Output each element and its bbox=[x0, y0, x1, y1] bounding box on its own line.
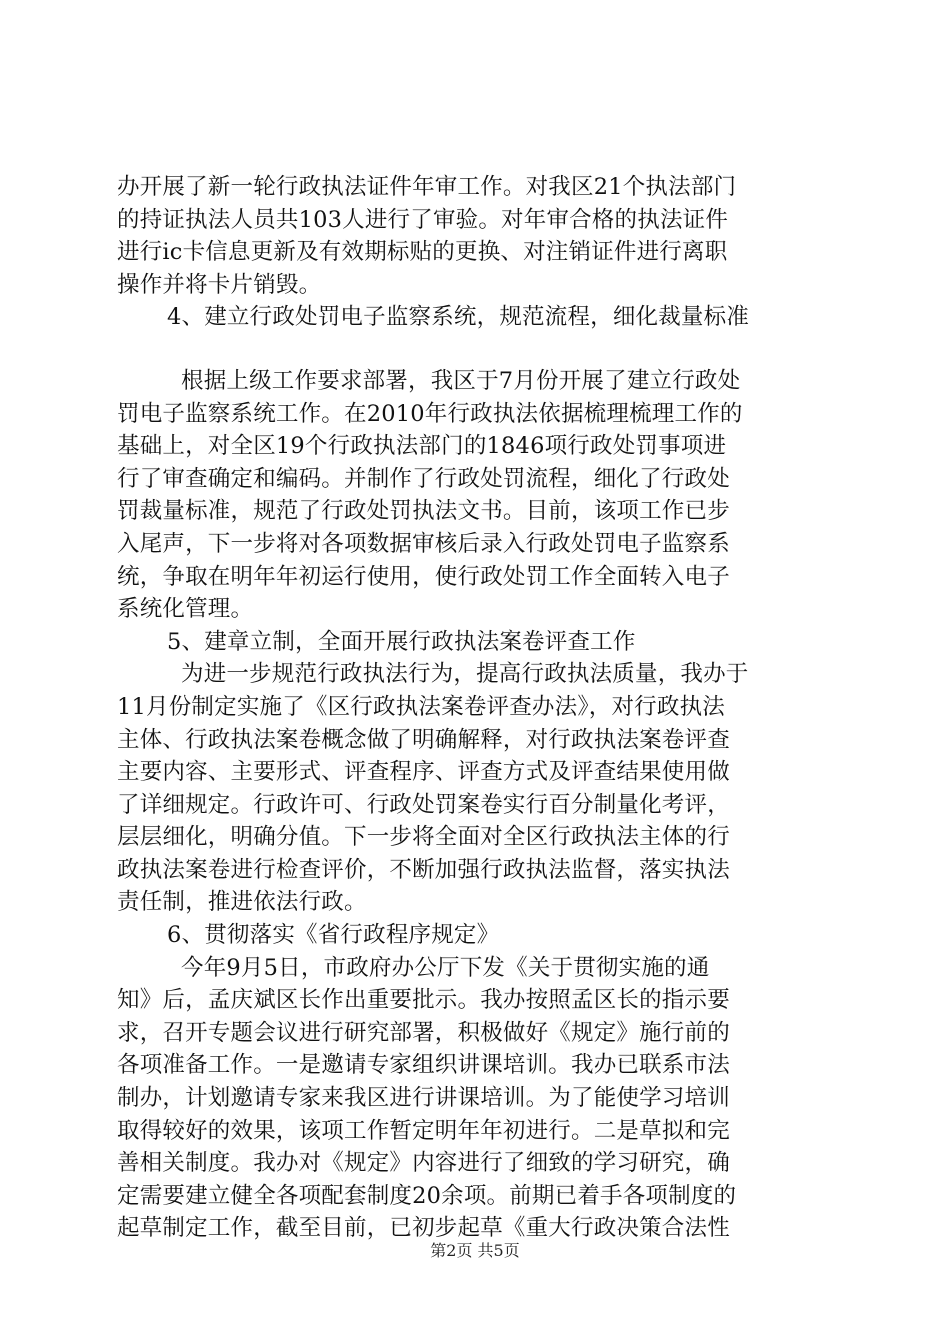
section-heading-5: 5、建章立制，全面开展行政执法案卷评查工作 bbox=[167, 628, 636, 655]
paragraph-line: 根据上级工作要求部署，我区于7月份开展了建立行政处 bbox=[181, 367, 741, 394]
paragraph-line: 责任制，推进依法行政。 bbox=[117, 889, 367, 916]
paragraph-line: 层层细化，明确分值。下一步将全面对全区行政执法主体的行 bbox=[117, 824, 730, 851]
blank-line bbox=[117, 334, 833, 365]
paragraph-line: 定需要建立健全各项配套制度20余项。前期已着手各项制度的 bbox=[117, 1182, 737, 1209]
paragraph-line: 操作并将卡片销毁。 bbox=[117, 271, 322, 298]
paragraph-line: 罚电子监察系统工作。在2010年行政执法依据梳理梳理工作的 bbox=[117, 400, 743, 427]
paragraph-line: 制办，计划邀请专家来我区进行讲课培训。为了能使学习培训 bbox=[117, 1085, 730, 1112]
paragraph-line: 为进一步规范行政执法行为，提高行政执法质量，我办于 bbox=[181, 661, 749, 688]
paragraph-line: 政执法案卷进行检查评价，不断加强行政执法监督，落实执法 bbox=[117, 856, 730, 883]
paragraph-line: 取得较好的效果，该项工作暂定明年年初进行。二是草拟和完 bbox=[117, 1117, 730, 1144]
paragraph-line: 各项准备工作。一是邀请专家组织讲课培训。我办已联系市法 bbox=[117, 1052, 730, 1079]
paragraph-line: 统，争取在明年年初运行使用，使行政处罚工作全面转入电子 bbox=[117, 563, 730, 590]
section-heading-4: 4、建立行政处罚电子监察系统，规范流程，细化裁量标准 bbox=[167, 304, 750, 331]
document-body bbox=[117, 171, 833, 1245]
paragraph-line: 系统化管理。 bbox=[117, 596, 254, 623]
paragraph-line: 11月份制定实施了《区行政执法案卷评查办法》，对行政执法 bbox=[117, 693, 725, 720]
section-heading-6: 6、贯彻落实《省行政程序规定》 bbox=[167, 922, 500, 949]
paragraph-line: 求，召开专题会议进行研究部署，积极做好《规定》施行前的 bbox=[117, 1019, 730, 1046]
paragraph-line: 进行ic卡信息更新及有效期标贴的更换、对注销证件进行离职 bbox=[117, 239, 728, 266]
paragraph-line: 的持证执法人员共103人进行了审验。对年审合格的执法证件 bbox=[117, 206, 729, 233]
paragraph-line: 今年9月5日，市政府办公厅下发《关于贯彻实施的通 bbox=[181, 954, 710, 981]
paragraph-line: 办开展了新一轮行政执法证件年审工作。对我区21个执法部门 bbox=[117, 174, 737, 200]
paragraph-line: 主体、行政执法案卷概念做了明确解释，对行政执法案卷评查 bbox=[117, 726, 730, 753]
paragraph-line: 主要内容、主要形式、评查程序、评查方式及评查结果使用做 bbox=[117, 759, 730, 786]
paragraph-line: 善相关制度。我办对《规定》内容进行了细致的学习研究，确 bbox=[117, 1150, 730, 1177]
paragraph-line: 知》后，孟庆斌区长作出重要批示。我办按照孟区长的指示要 bbox=[117, 987, 730, 1014]
paragraph-line: 了详细规定。行政许可、行政处罚案卷实行百分制量化考评， bbox=[117, 791, 730, 818]
paragraph-line: 入尾声，下一步将对各项数据审核后录入行政处罚电子监察系 bbox=[117, 530, 730, 557]
paragraph-line: 罚裁量标准，规范了行政处罚执法文书。目前，该项工作已步 bbox=[117, 498, 730, 525]
paragraph-line: 基础上，对全区19个行政执法部门的1846项行政处罚事项进 bbox=[117, 433, 727, 460]
paragraph-line: 起草制定工作，截至目前，已初步起草《重大行政决策合法性 bbox=[117, 1215, 730, 1242]
page-number-footer: 第2页 共5页 bbox=[430, 1241, 520, 1260]
paragraph-line: 行了审查确定和编码。并制作了行政处罚流程，细化了行政处 bbox=[117, 465, 730, 492]
